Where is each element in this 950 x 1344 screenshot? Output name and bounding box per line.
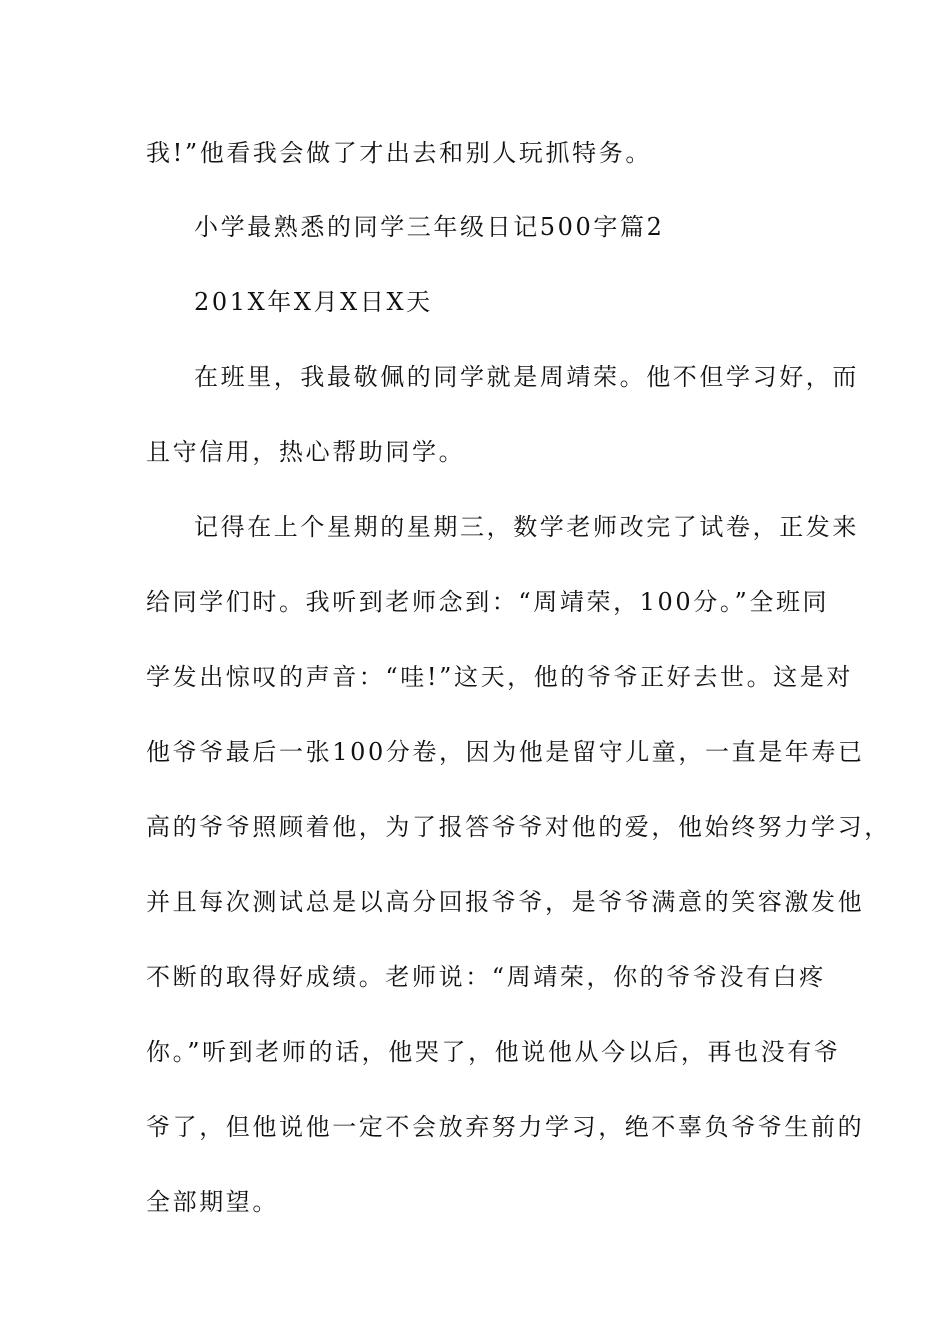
text-line-13: 你。”听到老师的话，他哭了，他说他从今以后，再也没有爷 (146, 1038, 841, 1066)
text-line-14: 爷了，但他说他一定不会放弃努力学习，绝不辜负爷爷生前的 (146, 1113, 865, 1141)
section-heading: 小学最熟悉的同学三年级日记500字篇2 (194, 213, 665, 241)
text-line-6: 记得在上个星期的星期三，数学老师改完了试卷，正发来 (194, 513, 859, 541)
text-line-5: 且守信用，热心帮助同学。 (146, 438, 466, 466)
text-line-15: 全部期望。 (146, 1188, 279, 1216)
text-line-9: 他爷爷最后一张100分卷，因为他是留守儿童，一直是年寿已 (146, 738, 865, 766)
diary-date: 201X年X月X日X天 (194, 288, 433, 316)
text-line-8: 学发出惊叹的声音：“哇!”这天，他的爷爷正好去世。这是对 (146, 663, 853, 691)
text-line-4: 在班里，我最敬佩的同学就是周靖荣。他不但学习好，而 (194, 363, 859, 391)
text-line-7: 给同学们时。我听到老师念到：“周靖荣，100分。”全班同 (146, 588, 830, 616)
text-line-1: 我!”他看我会做了才出去和别人玩抓特务。 (146, 139, 652, 167)
text-line-10: 高的爷爷照顾着他，为了报答爷爷对他的爱，他始终努力学习， (146, 813, 891, 841)
text-line-12: 不断的取得好成绩。老师说：“周靖荣，你的爷爷没有白疼 (146, 963, 826, 991)
text-line-11: 并且每次测试总是以高分回报爷爷，是爷爷满意的笑容激发他 (146, 888, 865, 916)
